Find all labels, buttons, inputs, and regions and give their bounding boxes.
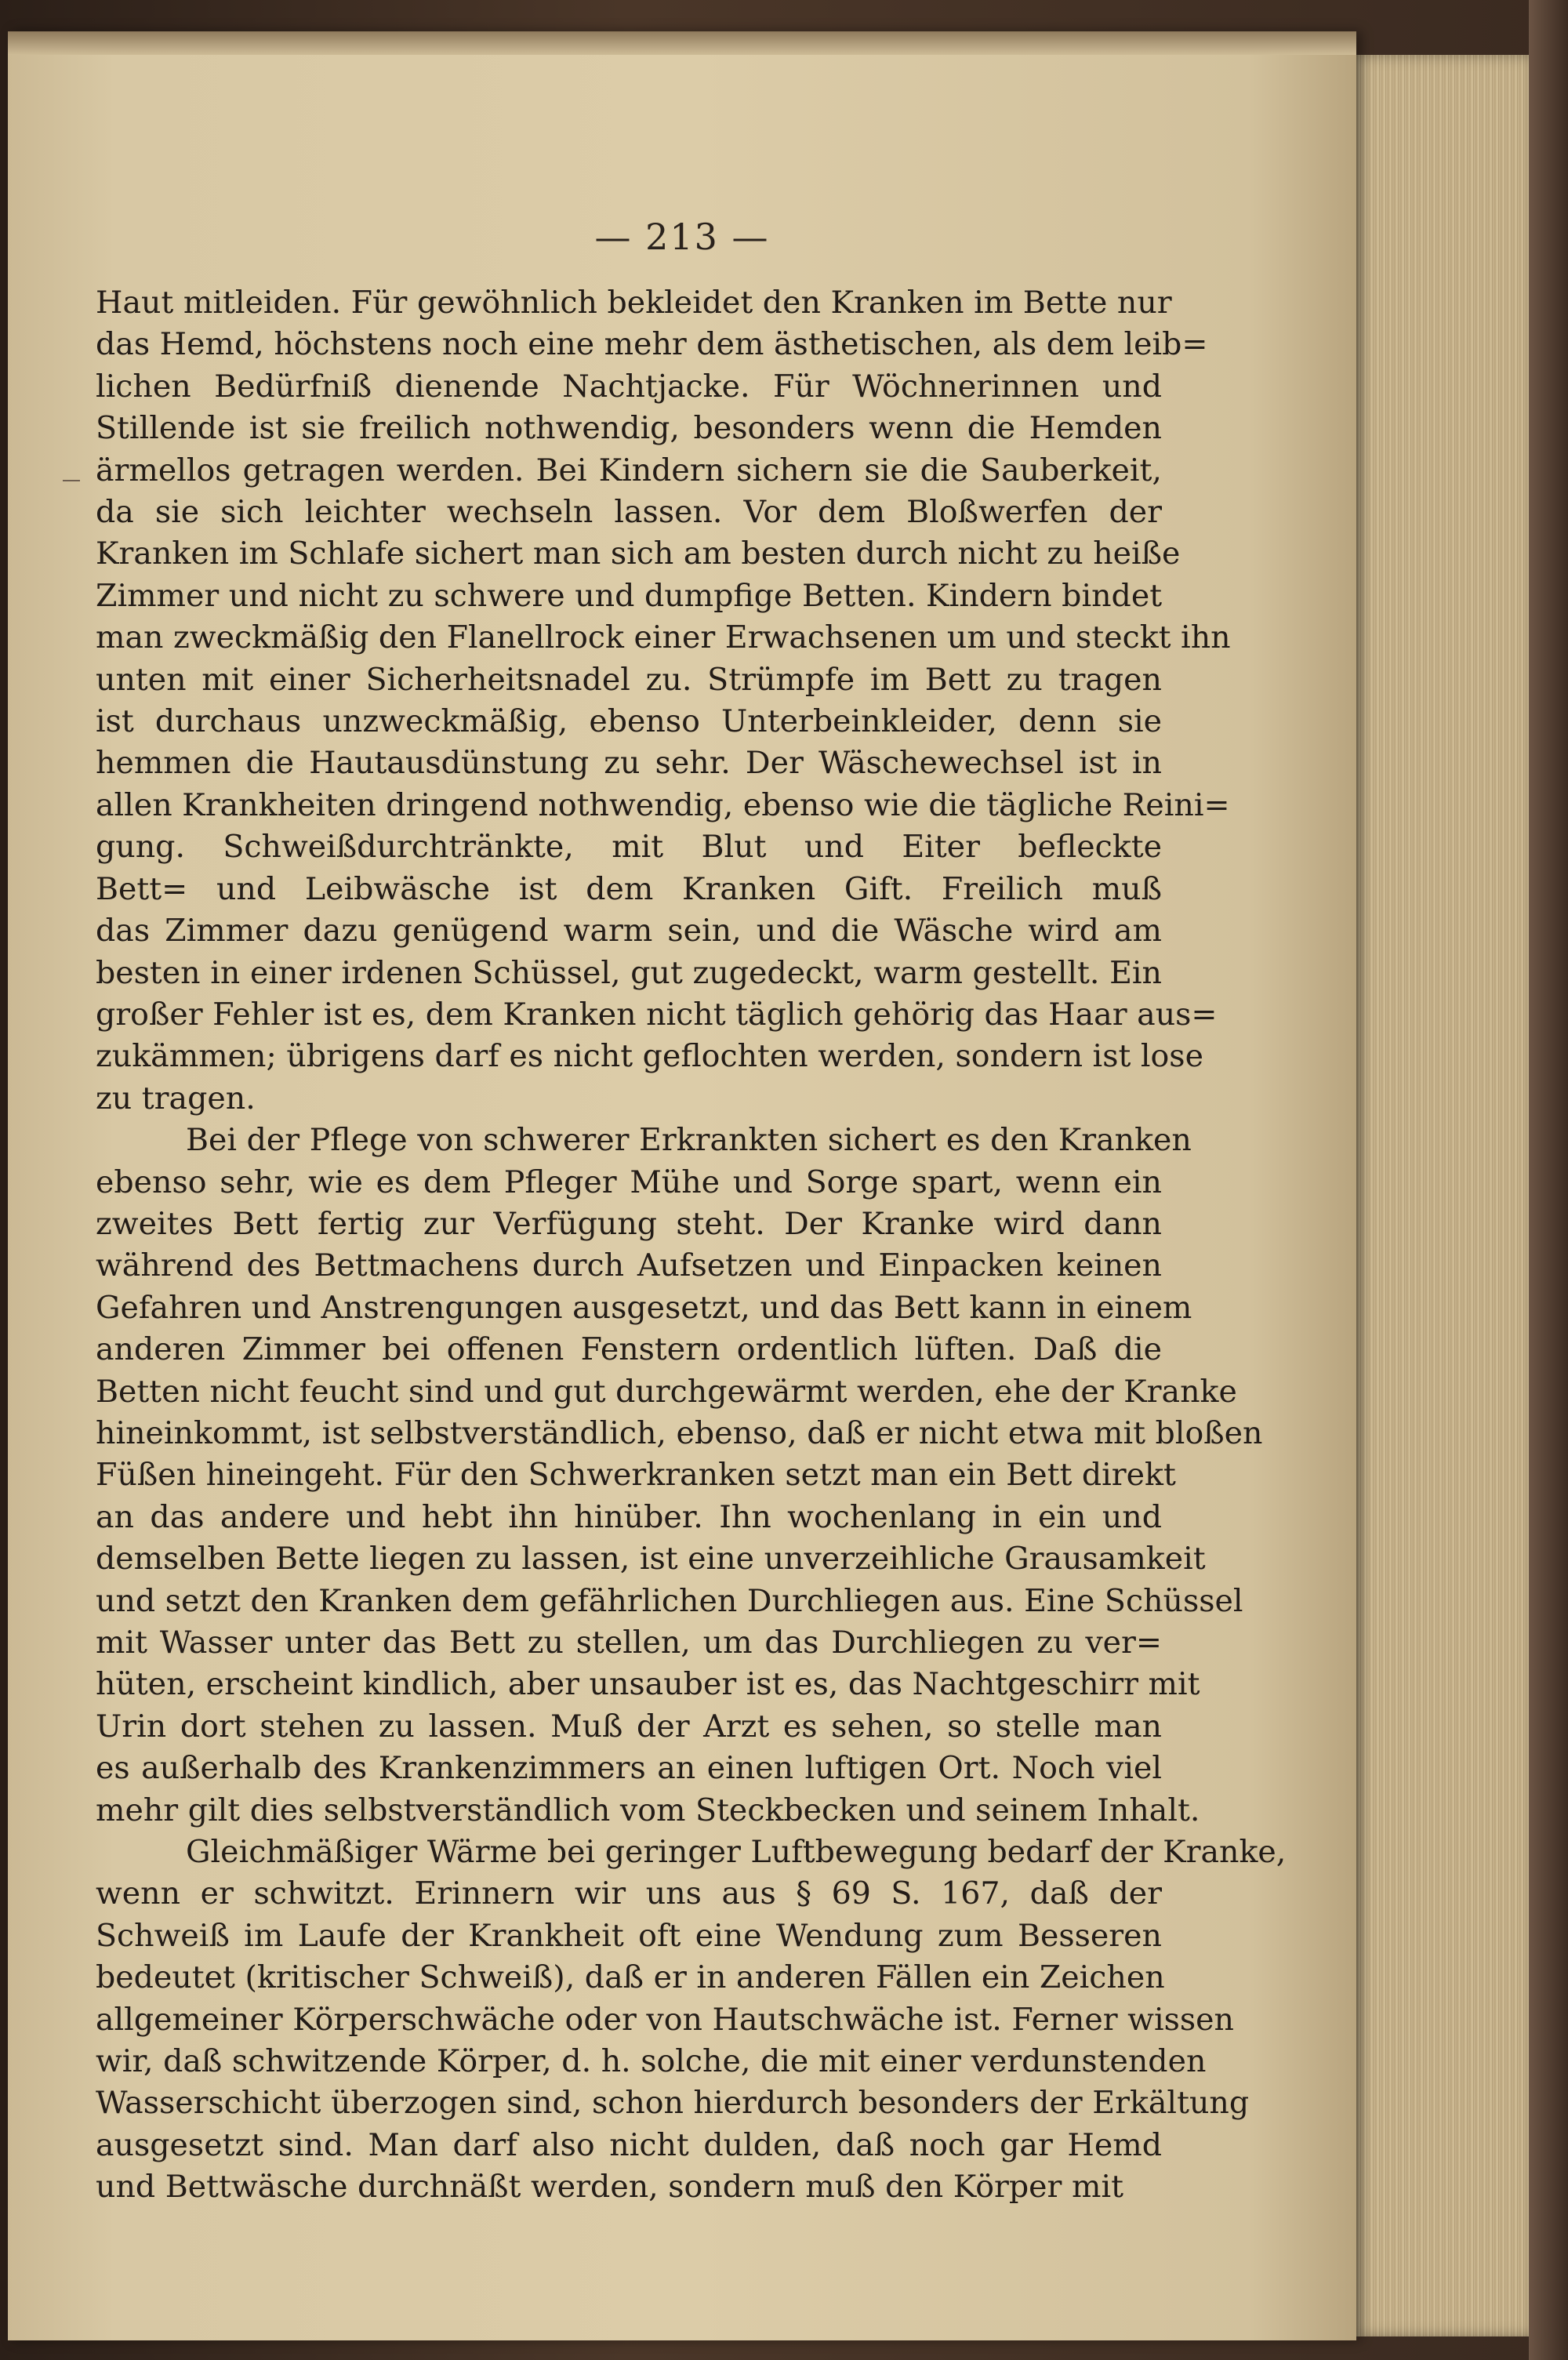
text-line: hüten, erscheint kindlich, aber unsauber ist es, das Nachtgeschirr mit: [96, 1666, 1200, 1703]
text-line: wenn er schwitzt. Erinnern wir uns aus § 69 S. 167, daß der: [96, 1875, 1162, 1912]
text-line: bedeutet (kritischer Schweiß), daß er in anderen Fällen ein Zeichen: [96, 1959, 1165, 1996]
text-line: Füßen hineingeht. Für den Schwerkranken setzt man ein Bett direkt: [96, 1457, 1176, 1494]
text-line: Wasserschicht überzogen sind, schon hierdurch besonders der Erkältung: [96, 2085, 1250, 2122]
text-line: hineinkommt, ist selbstverständlich, ebenso, daß er nicht etwa mit bloßen: [96, 1414, 1263, 1451]
text-line: ausgesetzt sind. Man darf also nicht dulden, daß noch gar Hemd: [96, 2126, 1162, 2163]
text-line: man zweckmäßig den Flanellrock einer Erwachsenen um und steckt ihn: [96, 619, 1231, 656]
text-line: gung. Schweißdurchtränkte, mit Blut und Eiter befleckte: [96, 829, 1162, 866]
text-line: Betten nicht feucht sind und gut durchgewärmt werden, ehe der Kranke: [96, 1373, 1237, 1410]
text-line: allgemeiner Körperschwäche oder von Hautschwäche ist. Ferner wissen: [96, 2001, 1234, 2038]
text-line: das Zimmer dazu genügend warm sein, und die Wäsche wird am: [96, 913, 1162, 949]
text-line: anderen Zimmer bei offenen Fenstern ordentlich lüften. Daß die: [96, 1331, 1162, 1368]
text-line: ebenso sehr, wie es dem Pfleger Mühe und Sorge spart, wenn ein: [96, 1164, 1162, 1200]
margin-mark: [63, 480, 80, 481]
text-line: und Bettwäsche durchnäßt werden, sondern muß den Körper mit: [96, 2169, 1123, 2206]
text-line: Bei der Pflege von schwerer Erkrankten sichert es den Kranken: [186, 1122, 1192, 1159]
text-line: allen Krankheiten dringend nothwendig, ebenso wie die tägliche Reini=: [96, 786, 1230, 823]
book-page: [8, 31, 1356, 2340]
text-line: Bett= und Leibwäsche ist dem Kranken Gift. Freilich muß: [96, 870, 1162, 907]
paragraph-2: [96, 1120, 1263, 1832]
text-line: und setzt den Kranken dem gefährlichen Durchliegen aus. Eine Schüssel: [96, 1582, 1243, 1619]
page-top-edge: [8, 31, 1356, 55]
text-line: zweites Bett fertig zur Verfügung steht. Der Kranke wird dann: [96, 1205, 1162, 1242]
text-line: an das andere und hebt ihn hinüber. Ihn wochenlang in ein und: [96, 1498, 1162, 1535]
body-text: [96, 282, 1287, 2209]
text-line: während des Bettmachens durch Aufsetzen und Einpacken keinen: [96, 1247, 1162, 1284]
text-line: unten mit einer Sicherheitsnadel zu. Strümpfe im Bett zu tragen: [96, 661, 1162, 698]
text-line: demselben Bette liegen zu lassen, ist eine unverzeihliche Grausamkeit: [96, 1541, 1206, 1578]
text-line: mit Wasser unter das Bett zu stellen, um das Durchliegen zu ver=: [96, 1625, 1162, 1661]
text-line: Schweiß im Laufe der Krankheit oft eine Wendung zum Besseren: [96, 1917, 1162, 1954]
text-line: Gleichmäßiger Wärme bei geringer Luftbewegung bedarf der Kranke,: [186, 1834, 1287, 1871]
text-line: wir, daß schwitzende Körper, d. h. solche, die mit einer verdunstenden: [96, 2043, 1207, 2080]
text-line: Kranken im Schlafe sichert man sich am besten durch nicht zu heiße: [96, 536, 1181, 572]
text-line: großer Fehler ist es, dem Kranken nicht täglich gehörig das Haar aus=: [96, 996, 1218, 1033]
text-line: hemmen die Hautausdünstung zu sehr. Der Wäschewechsel ist in: [96, 745, 1162, 782]
text-line: mehr gilt dies selbstverständlich vom Steckbecken und seinem Inhalt.: [96, 1792, 1200, 1828]
text-line: zu tragen.: [96, 1080, 256, 1116]
text-line: ist durchaus unzweckmäßig, ebenso Unterbeinkleider, denn sie: [96, 703, 1162, 740]
text-line: Urin dort stehen zu lassen. Muß der Arzt es sehen, so stelle man: [96, 1708, 1162, 1745]
text-line: Haut mitleiden. Für gewöhnlich bekleidet den Kranken im Bette nur: [96, 285, 1172, 321]
text-line: besten in einer irdenen Schüssel, gut zugedeckt, warm gestellt. Ein: [96, 954, 1162, 991]
paragraph-3: [96, 1832, 1287, 2209]
text-line: ärmellos getragen werden. Bei Kindern sichern sie die Sauberkeit,: [96, 452, 1162, 488]
text-line: zukämmen; übrigens darf es nicht geflochten werden, sondern ist lose: [96, 1038, 1203, 1075]
text-line: das Hemd, höchstens noch eine mehr dem ästhetischen, als dem leib=: [96, 326, 1208, 363]
text-line: Zimmer und nicht zu schwere und dumpfige Betten. Kindern bindet: [96, 577, 1163, 614]
text-line: da sie sich leichter wechseln lassen. Vor dem Bloßwerfen der: [96, 494, 1162, 531]
page-number: — 213 —: [594, 216, 770, 258]
cover-edge: [1529, 0, 1568, 2360]
text-line: Stillende ist sie freilich nothwendig, besonders wenn die Hemden: [96, 410, 1162, 447]
text-line: es außerhalb des Krankenzimmers an einen luftigen Ort. Noch viel: [96, 1750, 1162, 1787]
text-line: lichen Bedürfniß dienende Nachtjacke. Für Wöchnerinnen und: [96, 368, 1162, 405]
paragraph-1: [96, 282, 1231, 1120]
page-edges: [1348, 55, 1529, 2336]
text-line: Gefahren und Anstrengungen ausgesetzt, und das Bett kann in einem: [96, 1289, 1192, 1326]
